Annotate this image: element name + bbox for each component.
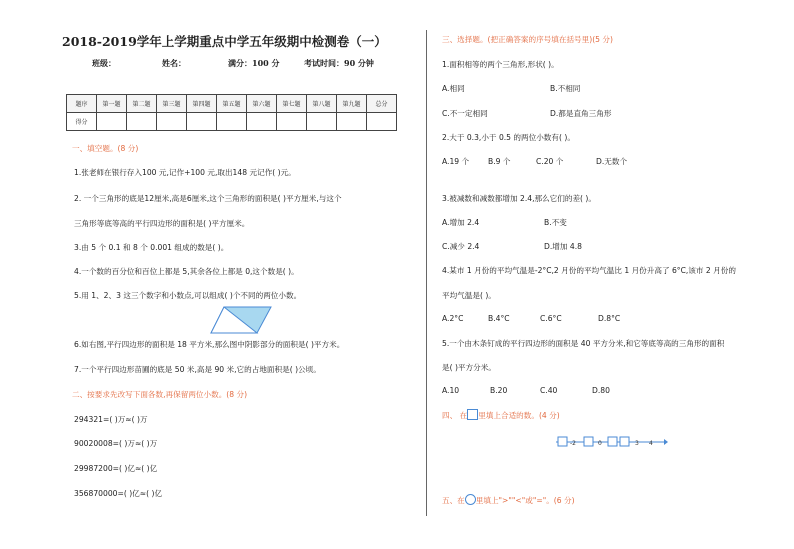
question-1-3: 3.由 5 个 0.1 和 8 个 0.001 组成的数是( )。 <box>74 243 229 252</box>
section-4-heading-post: 里填上合适的数。(4 分) <box>478 411 560 420</box>
choice-1-option-b: B.不相同 <box>550 84 581 93</box>
number-line <box>556 434 668 450</box>
column-divider <box>426 30 427 516</box>
blank-square-icon <box>467 409 478 420</box>
number-line-label-4: 4 <box>649 440 653 447</box>
choice-5-option-a: A.10 <box>442 386 460 395</box>
score-header-cell: 总分 <box>367 95 397 113</box>
score-header-cell: 第七题 <box>277 95 307 113</box>
score-cell[interactable] <box>367 113 397 131</box>
score-table-header-row <box>67 95 397 113</box>
score-cell[interactable] <box>247 113 277 131</box>
number-line-blank-4[interactable] <box>620 437 629 446</box>
choice-1-option-d: D.都是直角三角形 <box>550 109 612 118</box>
number-line-blank-3[interactable] <box>608 437 617 446</box>
choice-3-option-c: C.减少 2.4 <box>442 242 480 251</box>
choice-4-option-b: B.4°C <box>488 314 510 323</box>
score-header-cell: 第五题 <box>217 95 247 113</box>
parallelogram-figure <box>210 306 272 334</box>
score-cell[interactable] <box>127 113 157 131</box>
section-3-heading: 三、选择题。(把正确答案的序号填在括号里)(5 分) <box>442 35 613 44</box>
score-header-cell: 题序 <box>67 95 97 113</box>
choice-3-option-a: A.增加 2.4 <box>442 218 480 227</box>
score-table-score-row <box>67 113 397 131</box>
score-header-cell: 第九题 <box>337 95 367 113</box>
choice-4-option-d: D.8°C <box>598 314 621 323</box>
score-header-cell: 第二题 <box>127 95 157 113</box>
exam-time: 考试时间：90 分钟 <box>304 58 374 68</box>
choice-4-line2: 平均气温是( )。 <box>442 291 496 300</box>
score-cell[interactable] <box>307 113 337 131</box>
score-cell[interactable] <box>97 113 127 131</box>
blank-circle-icon <box>465 494 476 505</box>
score-table <box>66 94 397 131</box>
question-1-2-line1: 2. 一个三角形的底是12厘米,高是6厘米,这个三角形的面积是( )平方厘米,与这个 <box>74 194 342 203</box>
question-1-4: 4.一个数的百分位和百位上都是 5,其余各位上都是 0,这个数是( )。 <box>74 267 299 276</box>
choice-2-option-c: C.20 个 <box>536 157 564 166</box>
score-header-cell: 第一题 <box>97 95 127 113</box>
choice-2: 2.大于 0.3,小于 0.5 的两位小数有( )。 <box>442 133 575 142</box>
section-5-heading <box>442 494 575 506</box>
choice-4-line1: 4.某市 1 月份的平均气温是-2°C,2 月份的平均气温比 1 月份升高了 6°C,该市 2 月份的 <box>442 266 736 275</box>
choice-5-line1: 5.一个由木条钉成的平行四边形的面积是 40 平方分米,和它等底等高的三角形的面积 <box>442 339 725 348</box>
page-title: 2018-2019学年上学期重点中学五年级期中检测卷（一） <box>62 34 387 49</box>
number-line-blank-2[interactable] <box>584 437 593 446</box>
choice-2-option-b: B.9 个 <box>488 157 511 166</box>
choice-3-option-b: B.不变 <box>544 218 567 227</box>
choice-3: 3.被减数和减数都增加 2.4,那么它们的差( )。 <box>442 194 596 203</box>
name-label: 姓名： <box>162 58 186 68</box>
choice-5-line2: 是( )平方分米。 <box>442 363 496 372</box>
question-1-5: 5.用 1、2、3 这三个数字和小数点,可以组成( )个不同的两位小数。 <box>74 291 302 300</box>
choice-5-option-b: B.20 <box>490 386 508 395</box>
choice-2-option-a: A.19 个 <box>442 157 470 166</box>
score-header-cell: 第四题 <box>187 95 217 113</box>
score-cell[interactable] <box>157 113 187 131</box>
full-score: 满分：100 分 <box>228 58 280 68</box>
score-cell[interactable] <box>217 113 247 131</box>
section-4-heading-pre: 四、 在 <box>442 411 468 420</box>
section-1-heading: 一、填空题。(8 分) <box>72 144 139 153</box>
score-cell[interactable] <box>187 113 217 131</box>
score-header-cell: 第六题 <box>247 95 277 113</box>
choice-4-option-c: C.6°C <box>540 314 562 323</box>
question-1-1: 1.张老师在银行存入100 元,记作+100 元,取出148 元记作( )元。 <box>74 168 296 177</box>
rewrite-3: 29987200=( )亿≈( )亿 <box>74 464 158 473</box>
number-line-label-3: 3 <box>635 440 639 447</box>
rewrite-4: 356870000=( )亿≈( )亿 <box>74 489 163 498</box>
section-4-heading <box>442 409 560 421</box>
rewrite-2: 90020008=( )万≈( )万 <box>74 439 158 448</box>
rewrite-1: 294321=( )万≈( )万 <box>74 415 148 424</box>
section-5-heading-pre: 五、在 <box>442 496 465 505</box>
choice-1-option-c: C.不一定相同 <box>442 109 488 118</box>
choice-2-option-d: D.无数个 <box>596 157 628 166</box>
choice-1: 1.面积相等的两个三角形,形状( )。 <box>442 60 559 69</box>
choice-5-option-c: C.40 <box>540 386 558 395</box>
section-2-heading: 二、按要求先改写下面各数,再保留两位小数。(8 分) <box>72 390 248 399</box>
section-5-heading-post: 里填上">""<"或"="。(6 分) <box>475 496 575 505</box>
question-1-6: 6.如右图,平行四边形的面积是 18 平方米,那么图中阴影部分的面积是( )平方米。 <box>74 340 345 349</box>
score-cell[interactable] <box>337 113 367 131</box>
number-line-label-neg2: -2 <box>570 440 576 447</box>
number-line-blank-1[interactable] <box>558 437 567 446</box>
number-line-label-0: 0 <box>598 440 602 447</box>
class-label: 班级： <box>92 58 116 68</box>
score-header-cell: 第三题 <box>157 95 187 113</box>
question-1-7: 7.一个平行四边形苗圃的底是 50 米,高是 90 米,它的占地面积是( )公顷。 <box>74 365 321 374</box>
score-cell[interactable] <box>277 113 307 131</box>
choice-5-option-d: D.80 <box>592 386 610 395</box>
arrow-right-icon <box>664 439 668 445</box>
score-row-label: 得分 <box>67 113 97 131</box>
choice-1-option-a: A.相同 <box>442 84 465 93</box>
question-1-2-line2: 三角形等底等高的平行四边形的面积是( )平方厘米。 <box>74 219 250 228</box>
choice-3-option-d: D.增加 4.8 <box>544 242 582 251</box>
choice-4-option-a: A.2°C <box>442 314 464 323</box>
score-header-cell: 第八题 <box>307 95 337 113</box>
